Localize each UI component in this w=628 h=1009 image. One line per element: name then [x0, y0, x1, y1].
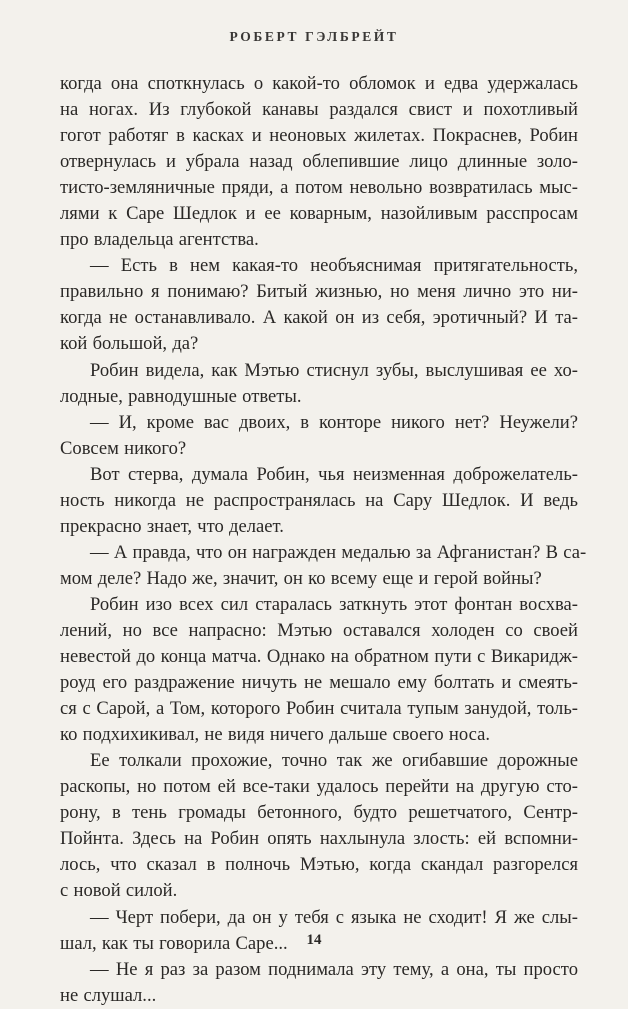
text-line: не слушал...: [60, 984, 157, 1006]
text-line: рону, в тень громады бетонного, будто решетчатого, Сентр-: [60, 802, 578, 824]
text-line: Робин видела, как Мэтью стиснул зубы, выслушивая ее хо-: [90, 359, 578, 381]
text-line: про владельца агентства.: [60, 229, 259, 251]
text-line: лений, но все напрасно: Мэтью оставался холоден со своей: [60, 619, 578, 641]
paragraph: [60, 410, 578, 462]
text-line: ко подхихикивал, не видя ничего дальше своего носа.: [60, 724, 491, 746]
text-line: лями к Саре Шедлок и ее коварным, назойливым расспросам: [60, 203, 578, 225]
text-line: Совсем никого?: [60, 437, 187, 459]
running-head-author: РОБЕРТ ГЭЛБРЕЙТ: [229, 29, 399, 44]
paragraph: [60, 592, 578, 748]
text-line: когда она споткнулась о какой-то обломок и едва удержалась: [60, 73, 578, 94]
text-line: кой большой, да?: [60, 333, 199, 355]
page-number: 14: [306, 932, 322, 948]
text-line: шал, как ты говорила Саре...: [60, 932, 288, 954]
paragraph: [60, 253, 578, 357]
text-line: ность никогда не распространялась на Сару Шедлок. И ведь: [60, 489, 578, 511]
text-line: Ее толкали прохожие, точно так же огибавшие дорожные: [90, 750, 578, 772]
paragraph: [60, 748, 578, 904]
text-line: Вот стерва, думала Робин, чья неизменная доброжелатель-: [90, 463, 578, 485]
text-line: тисто-земляничные пряди, а потом невольно возвратилась мыс-: [60, 177, 578, 199]
text-line: лось, что сказал в полночь Мэтью, когда скандал разгорелся: [60, 854, 578, 876]
text-line: правильно я понимаю? Битый жизнью, но меня лично это ни-: [60, 281, 578, 303]
text-line: гогот работяг в касках и неоновых жилетах. Покраснев, Робин: [60, 125, 578, 147]
paragraph: [60, 957, 578, 1009]
paragraph: [60, 358, 578, 410]
text-line: мом деле? Надо же, значит, он ко всему еще и герой войны?: [60, 567, 542, 589]
text-line: Пойнта. Здесь на Робин опять нахлынула злость: ей вспомни-: [60, 828, 578, 850]
text-line: когда не останавливало. А какой он из себя, эротичный? И та-: [60, 307, 578, 329]
text-line: на ногах. Из глубокой канавы раздался свист и похотливый: [60, 99, 578, 121]
text-line: раскопы, но потом ей все-таки удалось перейти на другую сто-: [60, 776, 578, 798]
text-line: — Черт побери, да он у тебя с языка не сходит! Я же слы-: [90, 906, 578, 928]
body-text: [60, 71, 587, 1009]
text-line: Робин изо всех сил старалась заткнуть этот фонтан восхва-: [90, 593, 578, 615]
text-line: лодные, равнодушные ответы.: [60, 385, 302, 407]
text-line: — Не я раз за разом поднимала эту тему, а она, ты просто: [90, 958, 578, 980]
text-line: ся с Сарой, а Том, которого Робин считала тупым занудой, толь-: [60, 698, 578, 720]
text-line: отвернулась и убрала назад облепившие лицо длинные золо-: [60, 151, 578, 173]
text-line: невестой до конца матча. Однако на обратном пути с Викаридж-: [60, 646, 578, 668]
text-line: роуд его раздражение ничуть не мешало ему болтать и смеять-: [60, 672, 578, 694]
text-line: — И, кроме вас двоих, в конторе никого нет? Неужели?: [90, 411, 578, 433]
paragraph: [60, 540, 587, 592]
text-line: — А правда, что он награжден медалью за Афганистан? В са-: [90, 541, 587, 563]
text-line: — Есть в нем какая-то необъяснимая притягательность,: [90, 255, 578, 277]
text-line: прекрасно знает, что делает.: [60, 515, 284, 537]
paragraph: [60, 462, 578, 540]
paragraph: [60, 71, 578, 253]
text-line: с новой силой.: [60, 880, 178, 902]
